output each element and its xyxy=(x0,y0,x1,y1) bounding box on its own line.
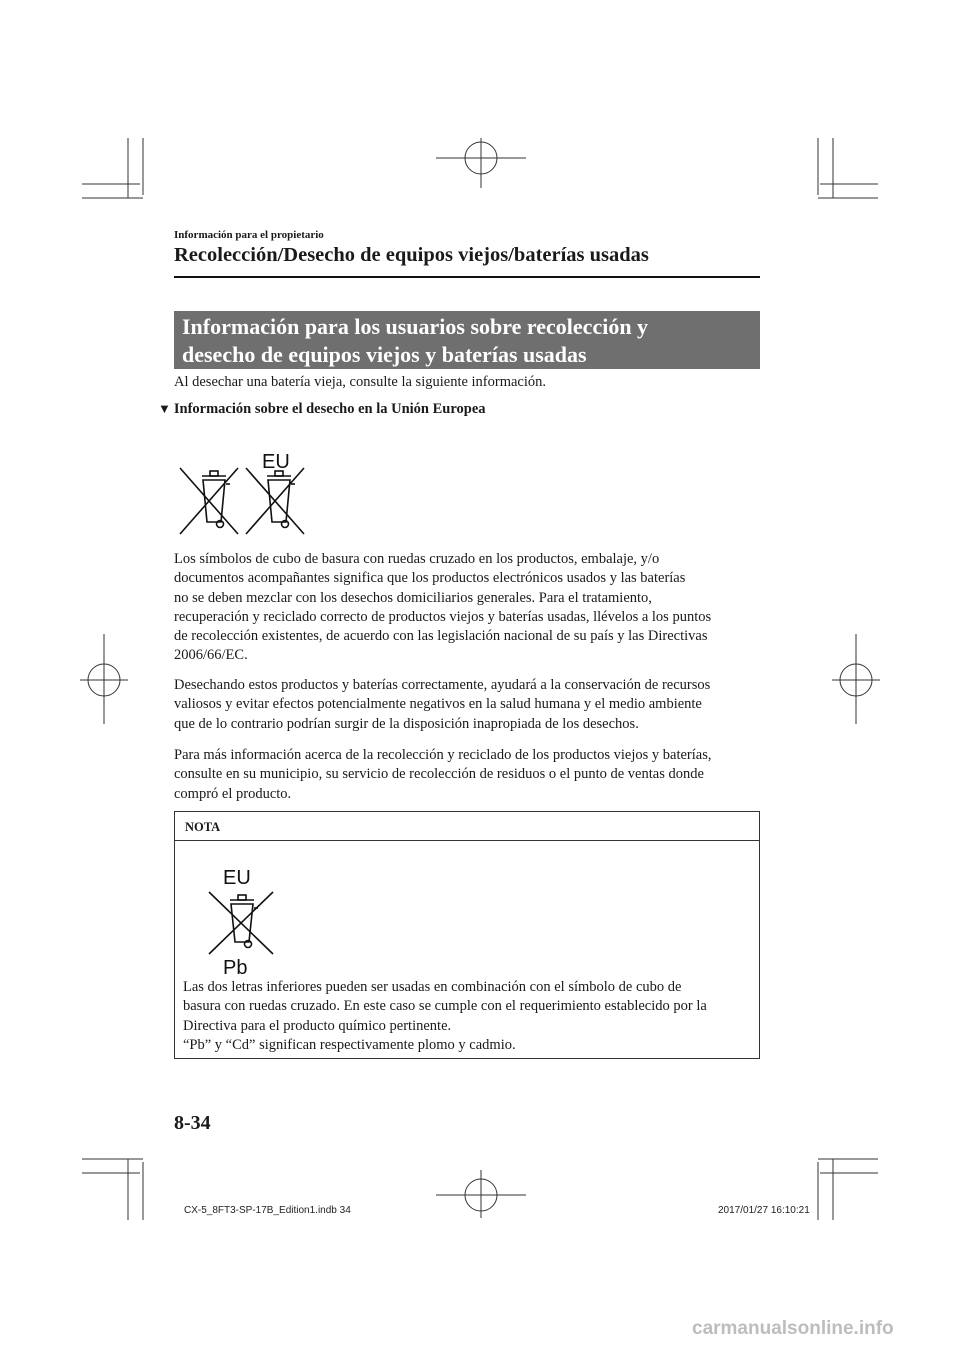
crossed-bin-icon xyxy=(246,468,304,534)
eu-label: EU xyxy=(223,867,251,889)
footer-file-info: CX-5_8FT3-SP-17B_Edition1.indb 34 xyxy=(184,1205,351,1216)
watermark: carmanualsonline.info xyxy=(692,1318,894,1339)
text-line: documentos acompañantes significa que los productos electrónicos usados y las baterías xyxy=(174,570,686,587)
note-header xyxy=(175,812,759,841)
crossed-bin-icon xyxy=(180,468,238,534)
intro-text: Al desechar una batería vieja, consulte la siguiente información. xyxy=(174,374,547,390)
text-line: que de lo contrario podrían surgir de la disposición inapropiada de los desechos. xyxy=(174,715,639,732)
text-line: compró el producto. xyxy=(174,785,292,802)
text-line: valiosos y evitar efectos potencialmente negativos en la salud humana y el medio ambiente xyxy=(174,696,702,713)
text-line: basura con ruedas cruzado. En este caso se cumple con el requerimiento establecido por la xyxy=(183,998,707,1015)
text-line: “Pb” y “Cd” significan respectivamente plomo y cadmio. xyxy=(183,1036,516,1053)
text-line: recuperación y reciclado correcto de productos viejos y baterías usadas, llévelos a los puntos xyxy=(174,608,712,625)
paragraph-disposal xyxy=(174,676,764,734)
eu-pb-bin-symbol xyxy=(201,862,285,980)
text-line: consulte en su municipio, su servicio de recolección de residuos o el punto de ventas donde xyxy=(174,766,704,783)
eu-bin-symbols xyxy=(170,446,315,538)
paragraph-symbols xyxy=(174,550,764,666)
triangle-down-icon: ▼ xyxy=(158,401,171,416)
text-line: Las dos letras inferiores pueden ser usadas en combinación con el símbolo de cubo de xyxy=(183,979,682,995)
crossed-bin-icon xyxy=(209,892,273,954)
note-text xyxy=(183,978,758,1055)
topic-banner xyxy=(174,311,760,369)
page-number: 8-34 xyxy=(174,1112,211,1134)
section-label: Información para el propietario xyxy=(174,229,324,241)
footer-timestamp: 2017/01/27 16:10:21 xyxy=(718,1205,810,1216)
text-line: Los símbolos de cubo de basura con ruedas cruzado en los productos, embalaje, y/o xyxy=(174,551,660,567)
text-line: Para más información acerca de la recolección y reciclado de los productos viejos y baterías, xyxy=(174,747,712,763)
text-line: de recolección existentes, de acuerdo con las legislación nacional de su país y las Directivas xyxy=(174,628,708,645)
eu-label: EU xyxy=(262,451,290,473)
banner-line-2: desecho de equipos viejos y baterías usadas xyxy=(182,342,587,367)
note-box xyxy=(174,811,760,1059)
text-line: Directiva para el producto químico pertinente. xyxy=(183,1017,452,1034)
section-title: Recolección/Desecho de equipos viejos/baterías usadas xyxy=(174,244,649,266)
banner-line-1: Información para los usuarios sobre recolección y xyxy=(182,314,649,339)
paragraph-more-info xyxy=(174,746,764,804)
header-rule xyxy=(174,276,760,278)
subheading xyxy=(158,401,486,418)
note-title: NOTA xyxy=(185,820,221,834)
subheading-text: Información sobre el desecho en la Unión Europea xyxy=(173,401,486,417)
pb-label: Pb xyxy=(223,957,248,979)
text-line: no se deben mezclar con los desechos domiciliarios generales. Para el tratamiento, xyxy=(174,589,652,606)
text-line: Desechando estos productos y baterías correctamente, ayudará a la conservación de recursos xyxy=(174,677,711,693)
text-line: 2006/66/EC. xyxy=(174,647,248,664)
